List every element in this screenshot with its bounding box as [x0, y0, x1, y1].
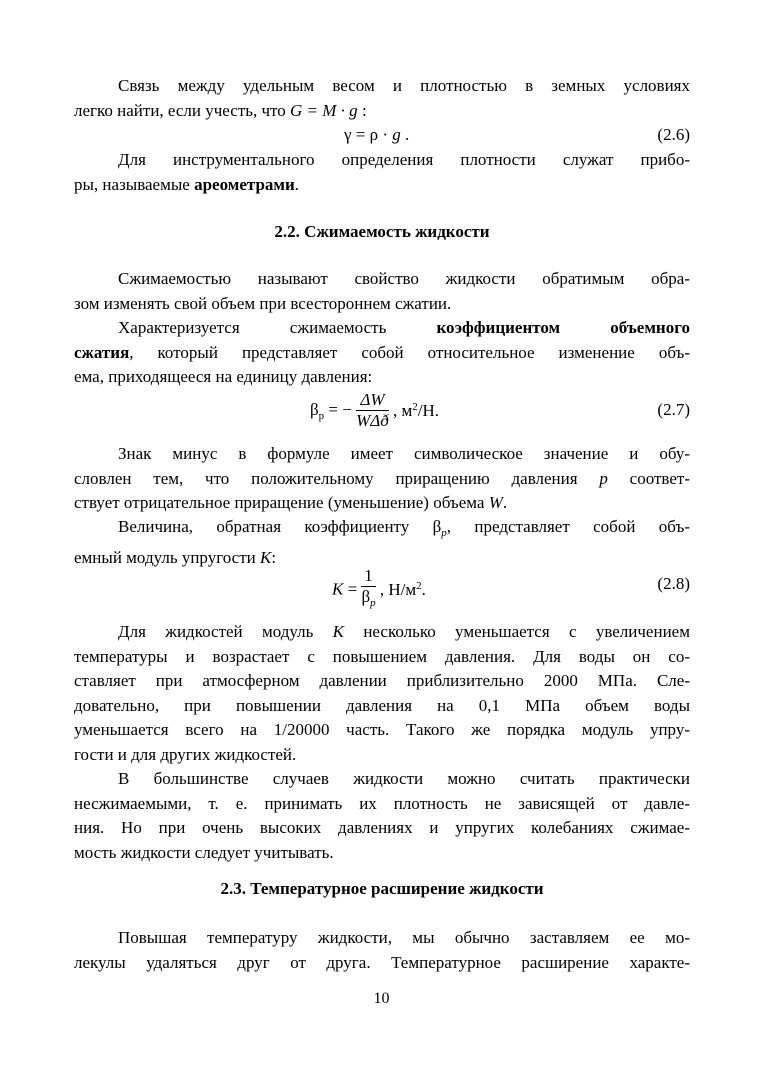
paragraph-compression-coefficient: [74, 316, 690, 390]
paragraph-compressibility-def: [74, 267, 690, 316]
equation-2-6: [74, 122, 690, 148]
paragraph-thermal-expansion: [74, 926, 690, 975]
text-line: В большинстве случаев жидкости можно считать практически: [118, 769, 690, 788]
paragraph-areometers: [74, 148, 690, 197]
paragraph-density-relation: [74, 74, 690, 123]
text-line: ема, приходящееся на единицу давления:: [74, 367, 373, 387]
equation-number: (2.7): [657, 400, 690, 419]
text-line: несжимаемыми, т. е. принимать их плотность не зависящей от давле-: [74, 793, 690, 813]
text-line: мость жидкости следует учитывать.: [74, 842, 334, 862]
fraction: $\frac{1}{\beta_p}$: [361, 566, 376, 609]
text-line: Характеризуется сжимаемость коэффициентом объемного: [118, 318, 690, 337]
text-line: Для инструментального определения плотности служат прибо-: [118, 150, 690, 169]
text-line: емный модуль упругости K:: [74, 547, 277, 567]
text-line: Величина, обратная коэффициенту $\beta_p$, представляет собой объ-: [118, 517, 690, 539]
text-line: температуры и возрастает с повышением давления. Для воды он со-: [74, 646, 690, 666]
text-line: ствует отрицательное приращение (уменьшение) объема W.: [74, 493, 508, 513]
text-line: гости и для других жидкостей.: [74, 744, 297, 764]
text-line: зом изменять свой объем при всестороннем сжатии.: [74, 293, 452, 313]
equation-expression: K = $\frac{1}{\beta_p}$ , $Н/м^2$.: [332, 566, 426, 613]
text-line: словлен тем, что положительному приращению давления p соответ-: [74, 468, 690, 488]
text-line: лекулы удаляться друг от друга. Температурное расширение характе-: [74, 952, 690, 972]
section-heading-2-3: 2.3. Температурное расширение жидкости: [220, 879, 544, 898]
text-line: Повышая температуру жидкости, мы обычно заставляем ее мо-: [118, 928, 690, 947]
text-line: довательно, при повышении давления на 0,1 МПа объем воды: [74, 695, 690, 715]
equation-expression: γ = ρ · g .: [344, 125, 410, 144]
section-heading-2-2: 2.2. Сжимаемость жидкости: [274, 222, 490, 241]
equation-number: (2.8): [657, 574, 690, 593]
text-line: Знак минус в формуле имеет символическое значение и обу-: [118, 444, 690, 463]
page-number: 10: [373, 990, 390, 1007]
equation-expression: $\beta_р$ = − $\frac{\Delta W}{\text{WΔð}}$ , $м^2/Н$.: [310, 390, 439, 430]
paragraph-minus-sign: [74, 442, 690, 516]
text-line: ставляет при атмосферном давлении приблизительно 2000 МПа. Сле-: [74, 671, 690, 691]
text-line: уменьшается всего на 1/20000 часть. Такого же порядка модуль упру-: [74, 720, 690, 740]
text-line: Связь между удельным весом и плотностью в земных условиях: [118, 76, 690, 95]
text-line: ры, называемые ареометрами.: [74, 174, 300, 194]
equation-number: (2.6): [657, 125, 690, 144]
fraction: $\frac{\Delta W}{\text{WΔð}}$: [356, 390, 389, 430]
text-line: легко найти, если учесть, что G = M · g :: [74, 100, 367, 120]
equation-2-7: [74, 388, 690, 438]
text-line: Для жидкостей модуль K несколько уменьшается с увеличением: [118, 622, 690, 641]
text-line: сжатия, который представляет собой относительное изменение объ-: [74, 342, 690, 362]
paragraph-incompressible: [74, 767, 690, 865]
paragraph-modulus-temperature: [74, 620, 690, 768]
text-line: Сжимаемостью называют свойство жидкости обратимым обра-: [118, 269, 690, 288]
text-line: ния. Но при очень высоких давлениях и упругих колебаниях сжимае-: [74, 818, 690, 838]
equation-2-8: [74, 562, 690, 616]
